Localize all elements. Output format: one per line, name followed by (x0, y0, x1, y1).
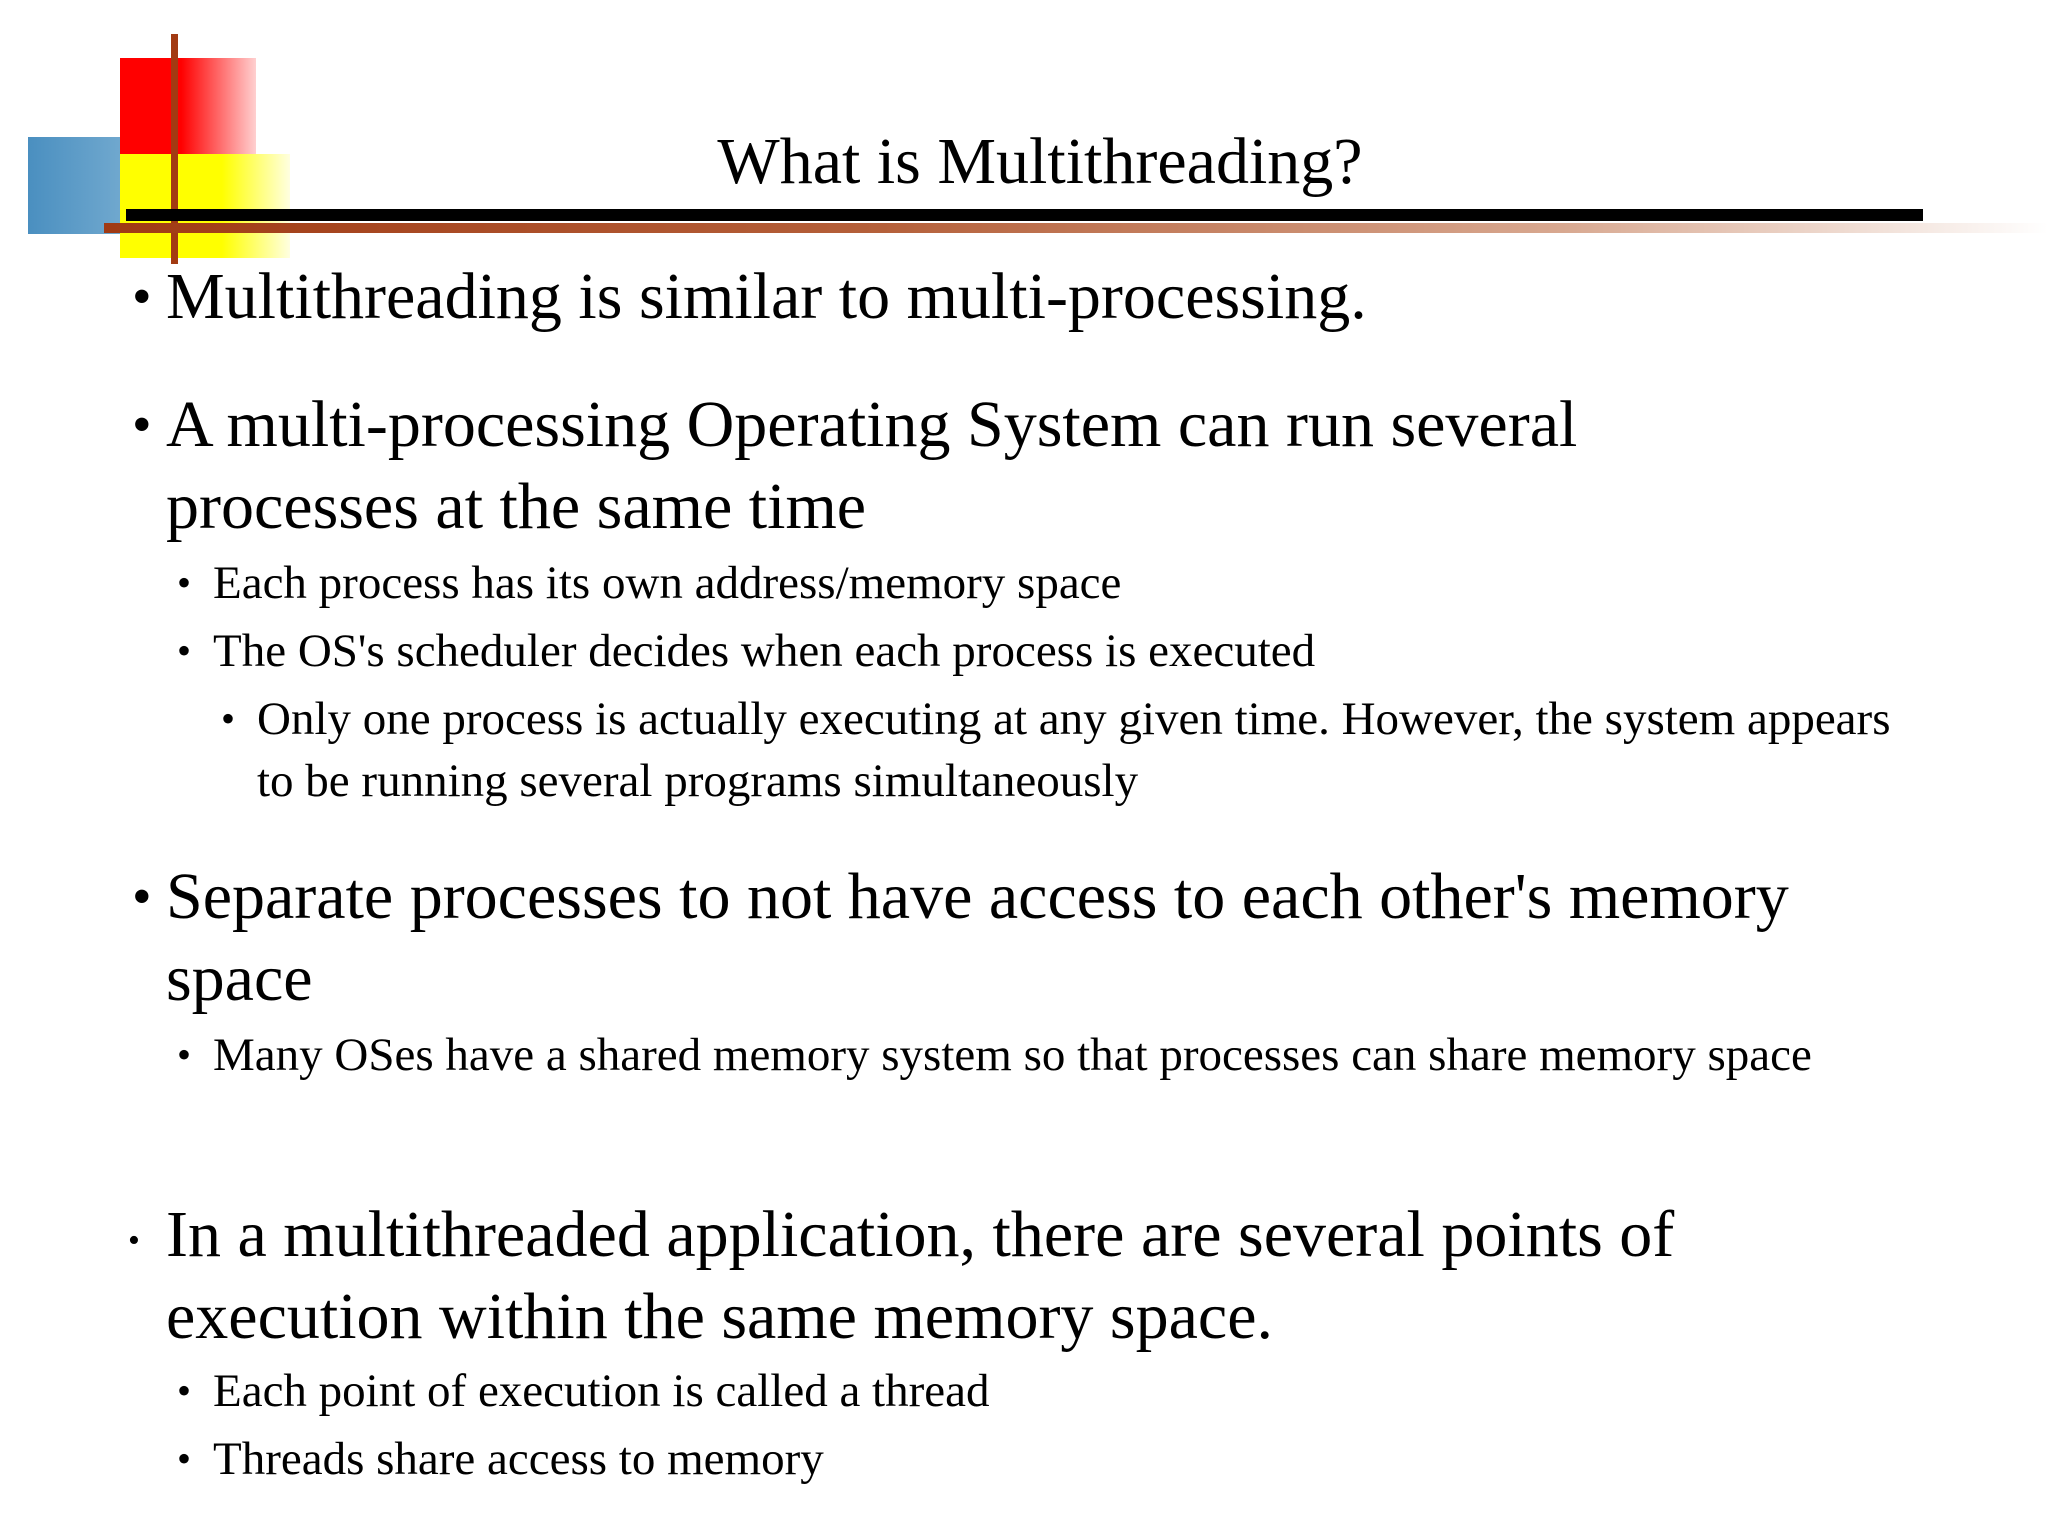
bullet-2-sub-2-text: The OS's scheduler decides when each process is executed (213, 625, 1316, 677)
title-rule-brown (104, 223, 2048, 233)
bullet-dot: • (177, 1368, 192, 1413)
bullet-dot: • (132, 866, 152, 928)
logo-yellow-square (120, 154, 290, 258)
bullet-4-sub-1 (177, 1360, 1893, 1422)
bullet-1 (132, 256, 1926, 338)
title-rule-black (126, 209, 1923, 221)
bullet-dot: • (177, 628, 192, 673)
bullet-2-text: A multi-processing Operating System can run several processes at the same time (166, 388, 1578, 543)
bullet-dot: • (128, 1222, 140, 1259)
bullet-3-text: Separate processes to not have access to each other's memory space (166, 860, 1789, 1015)
bullet-2-sub-2-sub-1-text: Only one process is actually executing at any given time. However, the system appears to be running several programs simultaneously (257, 693, 1891, 807)
bullet-4 (128, 1194, 1866, 1358)
bullet-dot: • (221, 696, 236, 741)
bullet-4-sub-1-text: Each point of execution is called a thread (213, 1365, 990, 1417)
bullet-3-sub-1-text: Many OSes have a shared memory system so that processes can share memory space (213, 1029, 1812, 1081)
bullet-2 (132, 384, 1766, 548)
bullet-dot: • (177, 1032, 192, 1077)
bullet-3-sub-1 (177, 1024, 1853, 1086)
bullet-dot: • (132, 266, 152, 328)
bullet-2-sub-2 (177, 620, 1893, 682)
bullet-dot: • (177, 1436, 192, 1481)
bullet-dot: • (177, 560, 192, 605)
bullet-2-sub-2-sub-1 (221, 688, 1907, 812)
bullet-4-text: In a multithreaded application, there are several points of execution within the same memory space. (166, 1198, 1675, 1353)
bullet-2-sub-1 (177, 552, 1893, 614)
bullet-4-sub-2 (177, 1428, 1893, 1490)
bullet-1-text: Multithreading is similar to multi-processing. (166, 260, 1367, 333)
logo-red-square (120, 58, 256, 154)
bullet-4-sub-2-text: Threads share access to memory (213, 1433, 824, 1485)
bullet-2-sub-1-text: Each process has its own address/memory space (213, 557, 1122, 609)
bullet-3 (132, 856, 1946, 1020)
slide-title: What is Multithreading? (717, 125, 1363, 198)
bullet-dot: • (132, 394, 152, 456)
